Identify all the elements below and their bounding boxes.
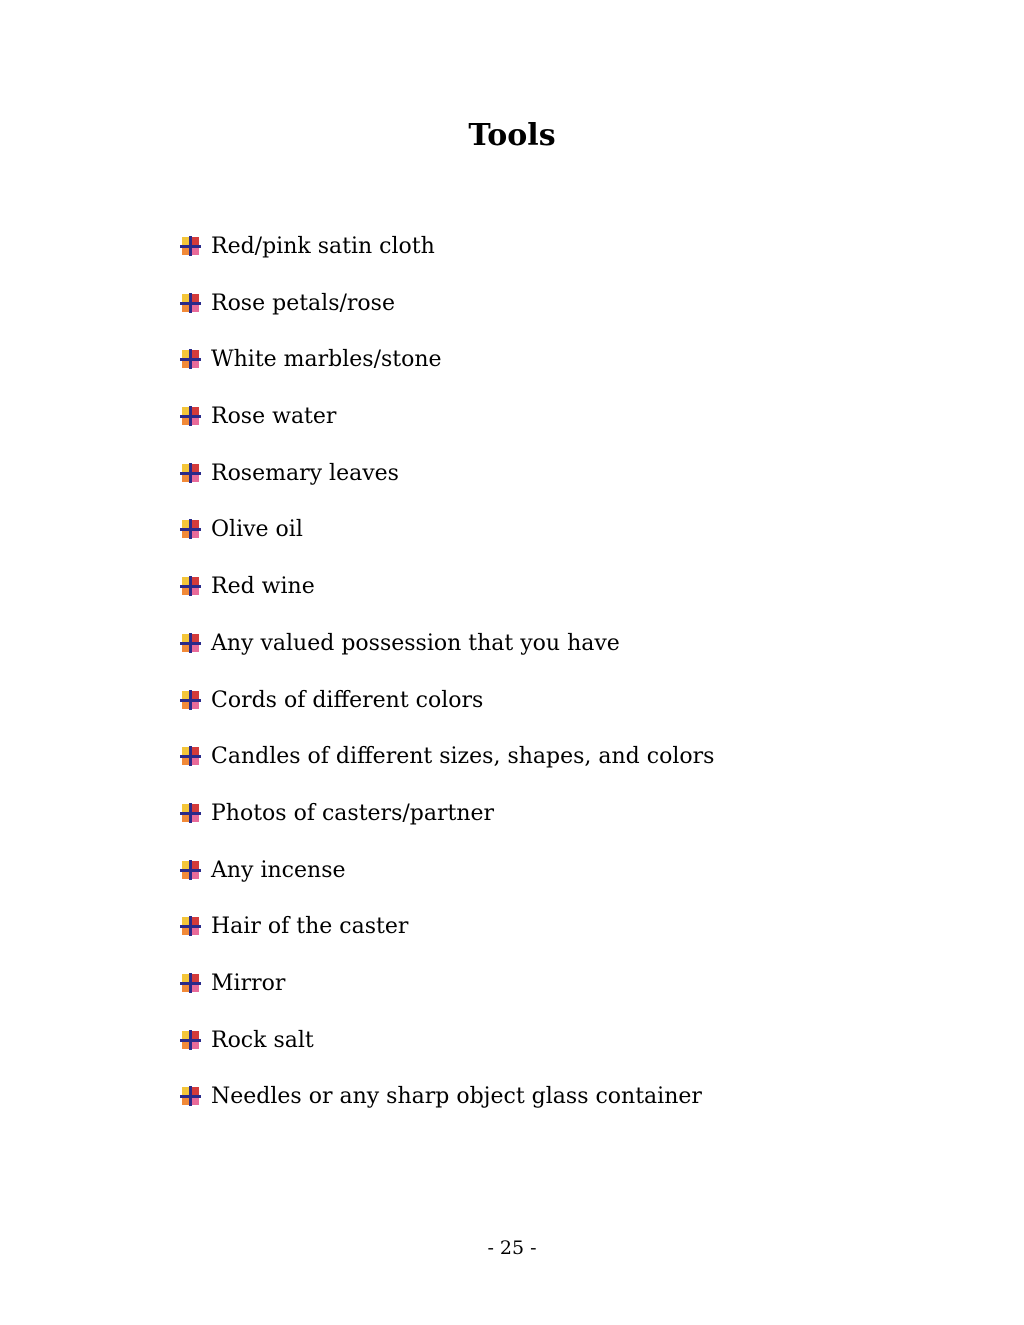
cross-bullet-icon (180, 236, 201, 256)
cross-bullet-icon (180, 406, 201, 426)
cross-bullet-icon (180, 519, 201, 539)
list-item (180, 230, 714, 287)
cross-bullet-icon (180, 293, 201, 313)
list-item-text: White marbles/stone (211, 347, 442, 373)
list-item-text: Hair of the caster (211, 914, 409, 940)
list-item-text: Rosemary leaves (211, 460, 399, 486)
list-item (180, 910, 714, 967)
cross-bullet-icon (180, 633, 201, 653)
cross-bullet-icon (180, 916, 201, 936)
list-item-text: Red wine (211, 574, 315, 600)
list-item-text: Red/pink satin cloth (211, 234, 435, 259)
cross-bullet-icon (180, 803, 201, 823)
list-item-text: Olive oil (211, 517, 303, 543)
list-item-text: Rose petals/rose (211, 290, 395, 316)
cross-bullet-icon (180, 576, 201, 596)
list-item-text: Photos of casters/partner (211, 800, 495, 826)
list-item (180, 400, 714, 457)
cross-bullet-icon (180, 463, 201, 483)
list-item (180, 684, 714, 741)
list-item (180, 570, 714, 627)
cross-bullet-icon (180, 746, 201, 766)
tool-list (180, 230, 714, 1137)
cross-bullet-icon (180, 1030, 201, 1050)
list-item-text: Rose water (211, 404, 337, 430)
list-item (180, 343, 714, 400)
list-item-text: Rock salt (211, 1027, 314, 1053)
list-item-text: Any incense (211, 857, 346, 883)
list-item (180, 854, 714, 911)
list-item (180, 627, 714, 684)
list-item-text: Mirror (211, 970, 286, 996)
cross-bullet-icon (180, 690, 201, 710)
list-item-text: Needles or any sharp object glass container (211, 1084, 702, 1110)
cross-bullet-icon (180, 349, 201, 369)
list-item (180, 1080, 714, 1137)
list-item (180, 967, 714, 1024)
cross-bullet-icon (180, 973, 201, 993)
page-number: - 25 - (487, 1237, 537, 1259)
cross-bullet-icon (180, 1086, 201, 1106)
list-item (180, 457, 714, 514)
list-item (180, 513, 714, 570)
list-item (180, 740, 714, 797)
list-item (180, 797, 714, 854)
list-item-text: Candles of different sizes, shapes, and colors (211, 744, 715, 770)
list-item (180, 287, 714, 344)
list-item-text: Any valued possession that you have (211, 630, 620, 656)
cross-bullet-icon (180, 860, 201, 880)
list-item (180, 1024, 714, 1081)
list-item-text: Cords of different colors (211, 687, 484, 713)
page-title: Tools (468, 118, 556, 153)
